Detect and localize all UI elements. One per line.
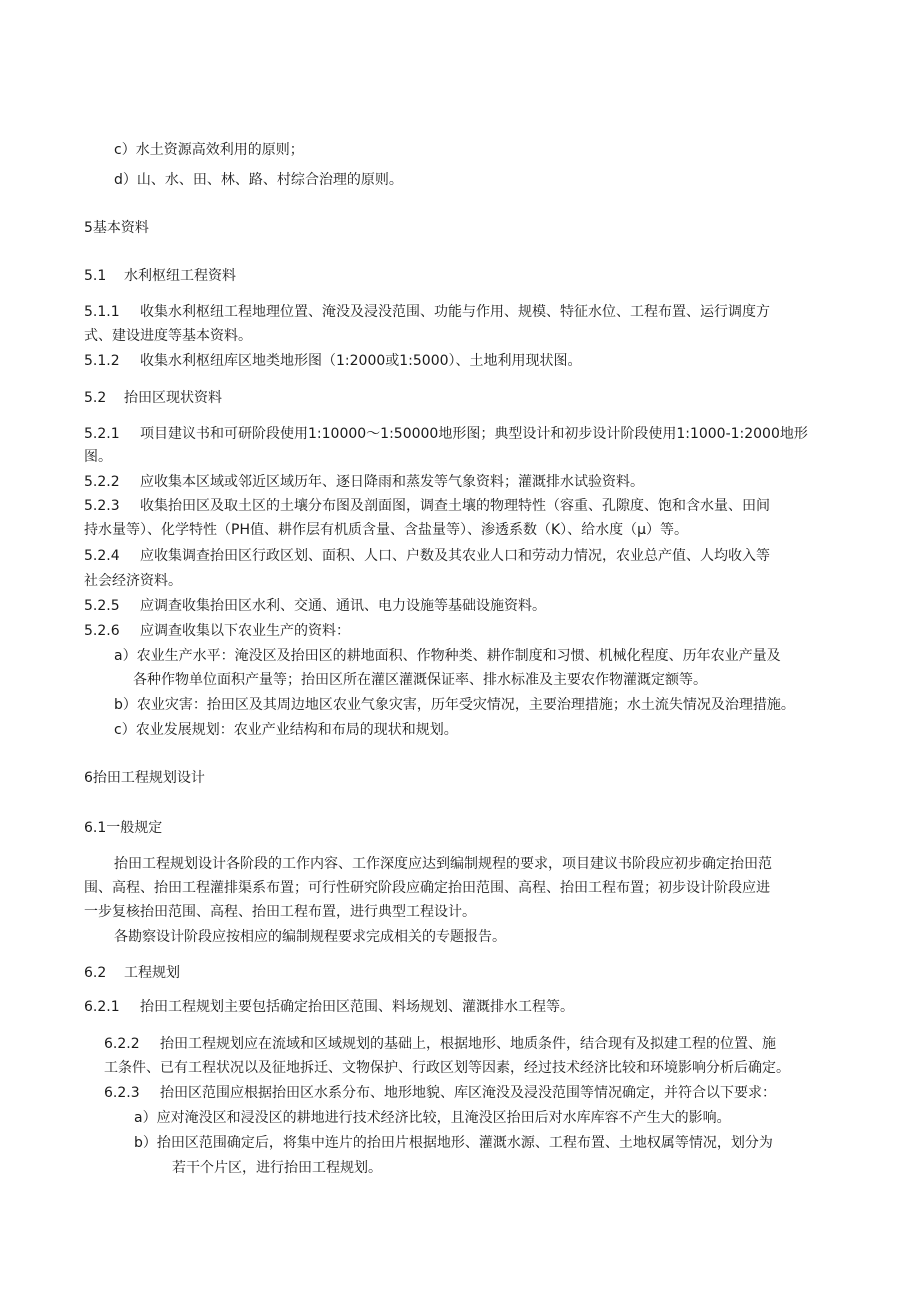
clause-line [104,1083,776,1103]
clause-line [84,596,546,616]
clause-number: 5.2.3 [84,498,120,514]
list-text: 应对淹没区和浸没区的耕地进行技术经济比较，且淹没区抬田后对水库库容不产生大的影响。 [156,1110,731,1126]
list-text: 山、水、田、林、路、村综合治理的原则。 [136,172,403,188]
clause-number: 5.2.2 [84,474,120,490]
list-item [114,170,403,190]
section-heading [84,266,236,286]
list-text: 农业生产水平：淹没区及抬田区的耕地面积、作物种类、耕作制度和习惯、机械化程度、历年农业产量及 [136,648,781,664]
list-marker: b） [114,697,137,713]
chapter-heading: 6抬田工程规划设计 [84,770,205,786]
section-title: 抬田区现状资料 [124,390,222,406]
clause-number: 5.2.5 [84,598,120,614]
clause-text: 抬田区范围应根据抬田区水系分布、地形地貌、库区淹没及浸没范围等情况确定，并符合以下要求： [160,1085,776,1101]
clause-number: 5.2.1 [84,426,120,442]
list-text: 农业发展规划：农业产业结构和布局的现状和规划。 [135,722,458,738]
clause-line [84,351,582,371]
clause-line [84,621,350,641]
list-marker: c） [114,142,136,158]
clause-line: 式、建设进度等基本资料。 [84,328,252,344]
paragraph-line: 各勘察设计阶段应按相应的编制规程要求完成相关的专题报告。 [114,929,506,945]
clause-line [84,302,770,322]
section-heading: 6.1一般规定 [84,820,163,836]
clause-text: 收集水利枢纽库区地类地形图（1:2000或1:5000）、土地利用现状图。 [140,353,582,369]
clause-number: 5.1.1 [84,304,120,320]
clause-number: 6.2.1 [84,999,120,1015]
list-item-continuation: 若干个片区，进行抬田工程规划。 [172,1160,382,1176]
clause-text: 收集抬田区及取土区的土壤分布图及剖面图，调查土壤的物理特性（容重、孔隙度、饱和含水量、田间 [140,498,770,514]
list-marker: b） [134,1135,157,1151]
chapter-heading: 5基本资料 [84,220,149,236]
list-item [114,646,781,666]
list-item-continuation: 各种作物单位面积产量等；抬田区所在灌区灌溉保证率、排水标准及主要农作物灌溉定额等。 [133,672,707,688]
clause-text: 应收集本区域或邻近区域历年、逐日降雨和蒸发等气象资料；灌溉排水试验资料。 [140,474,644,490]
list-item [114,695,795,715]
list-text: 抬田区范围确定后，将集中连片的抬田片根据地形、灌溉水源、工程布置、土地权属等情况，划分为 [156,1135,773,1151]
paragraph-line: 抬田工程规划设计各阶段的工作内容、工作深度应达到编制规程的要求，项目建议书阶段应初步确定抬田范 [114,856,772,872]
clause-number: 6.2.3 [104,1085,140,1101]
section-title: 水利枢纽工程资料 [124,268,236,284]
clause-number: 5.2.4 [84,548,120,564]
clause-text: 应收集调查抬田区行政区划、面积、人口、户数及其农业人口和劳动力情况，农业总产值、人均收入等 [140,548,770,564]
section-heading [84,388,222,408]
clause-text: 项目建议书和可研阶段使用1:10000〜1:50000地形图；典型设计和初步设计阶段使用1:1000-1:2000地形 [140,426,808,442]
paragraph-line: 一步复核抬田范围、高程、抬田工程布置，进行典型工程设计。 [84,904,476,920]
clause-line [104,1034,776,1054]
list-text: 水土资源高效利用的原则； [135,142,304,158]
clause-line: 工条件、已有工程状况以及征地拆迁、文物保护、行政区划等因素，经过技术经济比较和环境影响分析后确定。 [104,1060,790,1076]
clause-text: 抬田工程规划主要包括确定抬田区范围、料场规划、灌溉排水工程等。 [140,999,574,1015]
clause-number: 5.1.2 [84,353,120,369]
clause-text: 应调查收集抬田区水利、交通、通讯、电力设施等基础设施资料。 [140,598,546,614]
list-marker: a） [134,1110,157,1126]
clause-text: 应调查收集以下农业生产的资料： [140,623,350,639]
clause-line: 持水量等）、化学特性（PH值、耕作层有机质含量、含盐量等）、渗透系数（K）、给水度（μ）等。 [84,522,689,538]
list-item [134,1133,773,1153]
section-number: 6.2 [84,965,107,981]
section-number: 5.2 [84,390,107,406]
clause-text: 收集水利枢纽工程地理位置、淹没及浸没范围、功能与作用、规模、特征水位、工程布置、运行调度方 [140,304,770,320]
clause-line: 图。 [84,449,112,465]
clause-line: 社会经济资料。 [84,573,182,589]
clause-text: 抬田工程规划应在流域和区域规划的基础上，根据地形、地质条件，结合现有及拟建工程的位置、施 [160,1036,776,1052]
clause-line [84,472,644,492]
clause-line [84,997,574,1017]
list-marker: d） [114,172,137,188]
list-item [134,1108,731,1128]
section-title: 工程规划 [124,965,180,981]
clause-number: 6.2.2 [104,1036,140,1052]
clause-line [84,546,770,566]
list-text: 农业灾害：抬田区及其周边地区农业气象灾害，历年受灾情况，主要治理措施；水土流失情况及治理措施。 [136,697,795,713]
list-marker: a） [114,648,137,664]
list-marker: c） [114,722,136,738]
list-item [114,720,458,740]
section-heading [84,963,180,983]
clause-line [84,496,770,516]
section-number: 5.1 [84,268,107,284]
paragraph-line: 围、高程、抬田工程灌排渠系布置；可行性研究阶段应确定抬田范围、高程、抬田工程布置；初步设计阶段应进 [84,880,770,896]
clause-number: 5.2.6 [84,623,120,639]
list-item [114,140,304,160]
clause-line [84,424,808,444]
